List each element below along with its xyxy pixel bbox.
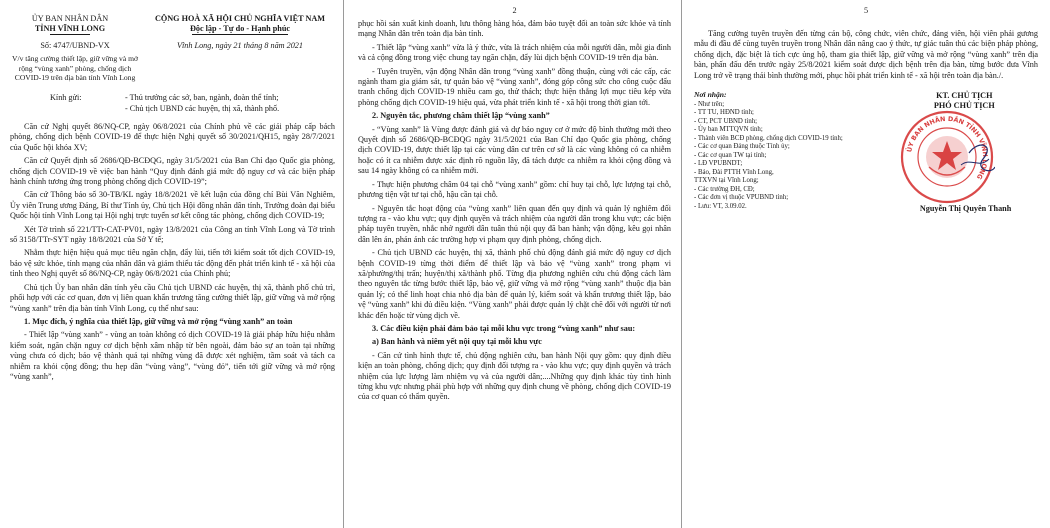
place-date: Vĩnh Long, ngày 21 tháng 8 năm 2021 (177, 41, 303, 51)
recipient-item: - Như trên; (694, 100, 725, 108)
section-heading-1: 1. Mục đích, ý nghĩa của thiết lập, giữ vững và mở rộng “vùng xanh” an toàn (24, 316, 293, 326)
nation-line-2: Độc lập - Tự do - Hạnh phúc (189, 23, 291, 33)
agency-underline (50, 34, 90, 35)
paragraph: - Thiết lập “vùng xanh” vừa là ý thức, vừa là trách nhiệm của mỗi người dân, mỗi gia đình và cả cộng đồng trong việc chung tay ngăn chặn, đẩy lùi dịch bệnh COVID-19 trên địa bàn. (358, 42, 671, 63)
recipient-item: - Lưu: VT, 3.09.02. (694, 202, 747, 210)
recipient-item: - CT, PCT UBND tỉnh; (694, 117, 758, 125)
closing-paragraph: Tăng cường tuyên truyền đến từng cán bộ, công chức, viên chức, đảng viên, hội viên phải gương mẫu đi đầu để cùng tuyên truyền trong Nhân dân nâng cao ý thức, tự giác tuân thủ các biện pháp phòng, chống dịch, đặc biệt là tích cực ủng hộ, tham gia thiết lập, giữ vững và mở rộng “vùng xanh” trên địa bàn, phấn đấu đến trước ngày 25/8/2021 kiểm soát được dịch bệnh trên địa bàn, từng bước đưa Vĩnh Long trở về trạng thái bình thường mới, phục hồi phát triển kinh tế - xã hội trên toàn địa bàn./. (694, 29, 1038, 80)
section-heading-3: 3. Các điều kiện phải đảm bảo tại mỗi khu vực trong “vùng xanh” như sau: (372, 323, 636, 333)
paragraph: - Nguyên tắc hoạt động của “vùng xanh” liên quan đến quy định và quản lý nghiêm đối tượng ra - vào khu vực; quy định quyền và trách nhiệm của người dân trong khu vực; các biện pháp tuyên truyền, nhắc nhở người dân tuân thủ nội quy đã ban hành; vận động, kêu gọi nhân dân lên án, phản ánh các trường hợp vi phạm quy định phòng, chống dịch. (358, 203, 671, 244)
signer-title-2: PHÓ CHỦ TỊCH (933, 101, 995, 111)
national-motto (145, 14, 335, 38)
body-text-page-2 (358, 19, 671, 403)
doc-number: Số: 4747/UBND-VX (40, 41, 110, 51)
recipient-item: - Các trường ĐH, CĐ; (694, 185, 755, 193)
recipient-item: TTXVN tại Vĩnh Long; (694, 177, 759, 185)
addressee-list (125, 92, 279, 114)
paragraph: - Tuyên truyền, vận động Nhân dân trong “vùng xanh” đồng thuận, cùng với các cấp, các ngành tham gia giám sát, tự quản bảo vệ “vùng xanh”, đóng góp công sức cho công cuộc đấu tranh chống dịch COVID-19 nhiều cam go, thử thách; thực hiện thắng lợi mục tiêu kép vừa phòng chống dịch COVID-19 hiệu quả, vừa phát triển kinh tế - xã hội trong thời gian tới. (358, 66, 671, 107)
signer-title-1: KT. CHỦ TỊCH (936, 91, 993, 101)
body-text-page-1 (10, 122, 335, 382)
addressee-2: - Chủ tịch UBND các huyện, thị xã, thành phố. (125, 104, 280, 113)
paragraph: - “Vùng xanh” là Vùng được đánh giá và dự báo nguy cơ ở mức độ bình thường mới theo Quyết định số 2686/QĐ-BCĐQG ngày 31/5/2021 của Ban Chỉ đạo Quốc gia phòng, chống dịch COVID-19, được thiết lập tại các vùng dân cư trên cơ sở là các vùng không có ca nhiễm hoặc có ít ca nhiễm được xác định rõ nguồn lây, đã tách được ca nhiễm ra khỏi cộng đồng và sau 14 ngày không có ca nhiễm mới. (358, 124, 671, 176)
agency-line-1: ỦY BAN NHÂN DÂN (31, 14, 109, 23)
paragraph: - Thiết lập “vùng xanh” - vùng an toàn không có dịch COVID-19 là giải pháp hữu hiệu nhằm kiểm soát, ngăn chặn nguy cơ dịch bệnh xâm nhập từ bên ngoài, đảm bảo sự an toàn tại những vùng chưa có dịch; bảo vệ thành quả tại những vùng đã được xét nghiệm, tầm soát và tách ca nhiễm ra khỏi cộng đồng; thu hẹp dần “vùng vàng”, “vùng đỏ”, tiến tới giữ vững và mở rộng “vùng xanh”, (10, 330, 335, 381)
kinh-gui-label: Kính gửi: (50, 93, 82, 102)
page-number: 5 (863, 6, 869, 15)
nation-line-1: CỘNG HOÀ XÃ HỘI CHỦ NGHĨA VIỆT NAM (154, 14, 326, 23)
paragraph: - Chủ tịch UBND các huyện, thị xã, thành phố chủ động đánh giá mức độ nguy cơ dịch bệnh COVID-19 từng thời điểm để thiết lập và bảo vệ “vùng xanh” trong phạm vi xã/phường/thị trấn; huyện/thị xã/thành phố. Từng địa phương nghiên cứu chủ động cách làm theo nguyên tắc từng bước thiết lập, bảo vệ, giữ vững và mở rộng “vùng xanh” thuộc địa bàn quản lý; có thể linh hoạt chia nhỏ địa bàn để quản lý, kiểm soát và khẩn trương thiết lập, bảo vệ “vùng xanh” khi đủ điều kiện. “Vùng xanh” phải được quản lý chặt chẽ đối với người từ nơi khác đến hoặc từ vùng dịch về. (358, 248, 671, 320)
paragraph: phục hồi sản xuất kinh doanh, lưu thông hàng hóa, đảm bảo tuyệt đối an toàn sức khỏe và tính mạng Nhân dân trên toàn địa bàn tỉnh. (358, 19, 671, 39)
addressee-1: - Thủ trưởng các sở, ban, ngành, đoàn thể tỉnh; (125, 93, 279, 102)
recipient-item: - Ủy ban MTTQVN tỉnh; (694, 126, 763, 134)
paragraph: Chủ tịch Ủy ban nhân dân tỉnh yêu cầu Chủ tịch UBND các huyện, thị xã, thành phố chủ trì, phối hợp với các cơ quan, đơn vị liên quan khẩn trương tăng cường thiết lập, giữ vững và mở rộng “vùng xanh” trên địa bàn tỉnh Vĩnh Long, cụ thể như sau: (10, 282, 335, 313)
recipient-item: - TT TU, HĐND tỉnh; (694, 109, 754, 117)
document-header (10, 14, 335, 38)
recipient-item: - Các cơ quan Đảng thuộc Tỉnh ủy; (694, 143, 790, 151)
recipient-item: - Các cơ quan TW tại tỉnh; (694, 151, 767, 159)
issuing-agency (10, 14, 130, 38)
signer-area (891, 91, 1038, 241)
signer-name: Nguyễn Thị Quyên Thanh (919, 204, 1012, 214)
paragraph: Xét Tờ trình số 221/TTr-CAT-PV01, ngày 13/8/2021 của Công an tỉnh Vĩnh Long và Tờ trình số 3158/TTr-SYT ngày 18/8/2021 của Sở Y tế; (10, 224, 335, 245)
motto-underline (192, 34, 288, 35)
addressees (10, 92, 335, 114)
recipient-item: - LĐ VPUBNDT; (694, 160, 743, 168)
recipients-label: Nơi nhận: (694, 90, 727, 100)
number-date-row (10, 41, 335, 82)
paragraph: - Thực hiện phương châm 04 tại chỗ “vùng xanh” gồm: chỉ huy tại chỗ, lực lượng tại chỗ, phương tiện vật tư tại chỗ, hậu cần tại chỗ. (358, 179, 671, 200)
doc-subject: V/v tăng cường thiết lập, giữ vững và mở rộng “vùng xanh” phòng, chống dịch COVID-19 trên địa bàn tỉnh Vĩnh Long (11, 54, 139, 82)
paragraph: - Căn cứ tình hình thực tế, chủ động nghiên cứu, ban hành Nội quy gồm: quy định điều kiện an toàn phòng, chống dịch; quy định đối tượng ra - vào khu vực; quy định quyền và trách nhiệm của lực lượng làm nhiệm vụ và của người dân;....Những quy định khác tùy tình hình từng khu vực nhưng phải phù hợp với những quy định chung về phòng, chống dịch COVID-19 của cơ quan có thẩm quyền. (358, 350, 671, 402)
paragraph: Nhằm thực hiện hiệu quả mục tiêu ngăn chặn, đẩy lùi, tiến tới kiểm soát tốt dịch COVID-19, bảo vệ sức khỏe, tính mạng của nhân dân và giảm thiểu tác động đến phát triển kinh tế - xã hội của tỉnh theo Nghị quyết số 86/NQ-CP, ngày 06/8/2021 của Chính phủ; (10, 248, 335, 279)
subsection-heading-a: a) Ban hành và niêm yết nội quy tại mỗi khu vực (372, 337, 542, 347)
paragraph: Căn cứ Nghị quyết 86/NQ-CP, ngày 06/8/2021 của Chính phủ về các giải pháp cấp bách phòng, chống dịch bệnh COVID-19 để thực hiện Nghị quyết số 30/2021/QH15, ngày 28/7/2021 của Quốc hội khóa XV; (10, 122, 335, 152)
paragraph: Căn cứ Quyết định số 2686/QĐ-BCĐQG, ngày 31/5/2021 của Ban Chỉ đạo Quốc gia phòng, chống dịch COVID-19 về việc ban hành “Quy định đánh giá mức độ nguy cơ và các biện pháp hành chính tương ứng trong phòng chống dịch COVID-19”; (10, 156, 335, 187)
page-number: 2 (512, 6, 517, 15)
document-page-1 (0, 0, 343, 528)
recipient-item: - Các đơn vị thuộc VPUBND tỉnh; (694, 194, 789, 202)
doc-ref (10, 41, 140, 82)
official-seal-stamp (899, 109, 995, 205)
document-page-3 (682, 0, 1050, 528)
svg-text:ỦY BAN NHÂN DÂN TỈNH VĨNH LONG: ỦY BAN NHÂN DÂN TỈNH VĨNH LONG (904, 114, 989, 181)
paragraph: Căn cứ Thông báo số 30-TB/KL ngày 18/8/2021 về kết luận của đồng chí Bùi Văn Nghiêm, Ủy viên Trung ương Đảng, Bí thư Tỉnh ủy, Chủ tịch Hội đồng nhân dân tỉnh, Trưởng đoàn đại biểu Quốc hội tỉnh Vĩnh Long tại Hội nghị trực tuyến sơ kết công tác phòng, chống dịch COVID-19; (10, 190, 335, 221)
recipients-list (694, 91, 891, 241)
recipient-item: - Báo, Đài PTTH Vĩnh Long, (694, 168, 774, 176)
signature-block (694, 91, 1038, 241)
body-text-page-3 (694, 29, 1038, 81)
section-heading-2: 2. Nguyên tắc, phương châm thiết lập “vùng xanh” (372, 111, 550, 121)
recipient-item: - Thành viên BCĐ phòng, chống dịch COVID-19 tỉnh; (694, 134, 843, 142)
agency-line-2: TỈNH VĨNH LONG (34, 23, 106, 33)
document-page-2 (344, 0, 681, 528)
